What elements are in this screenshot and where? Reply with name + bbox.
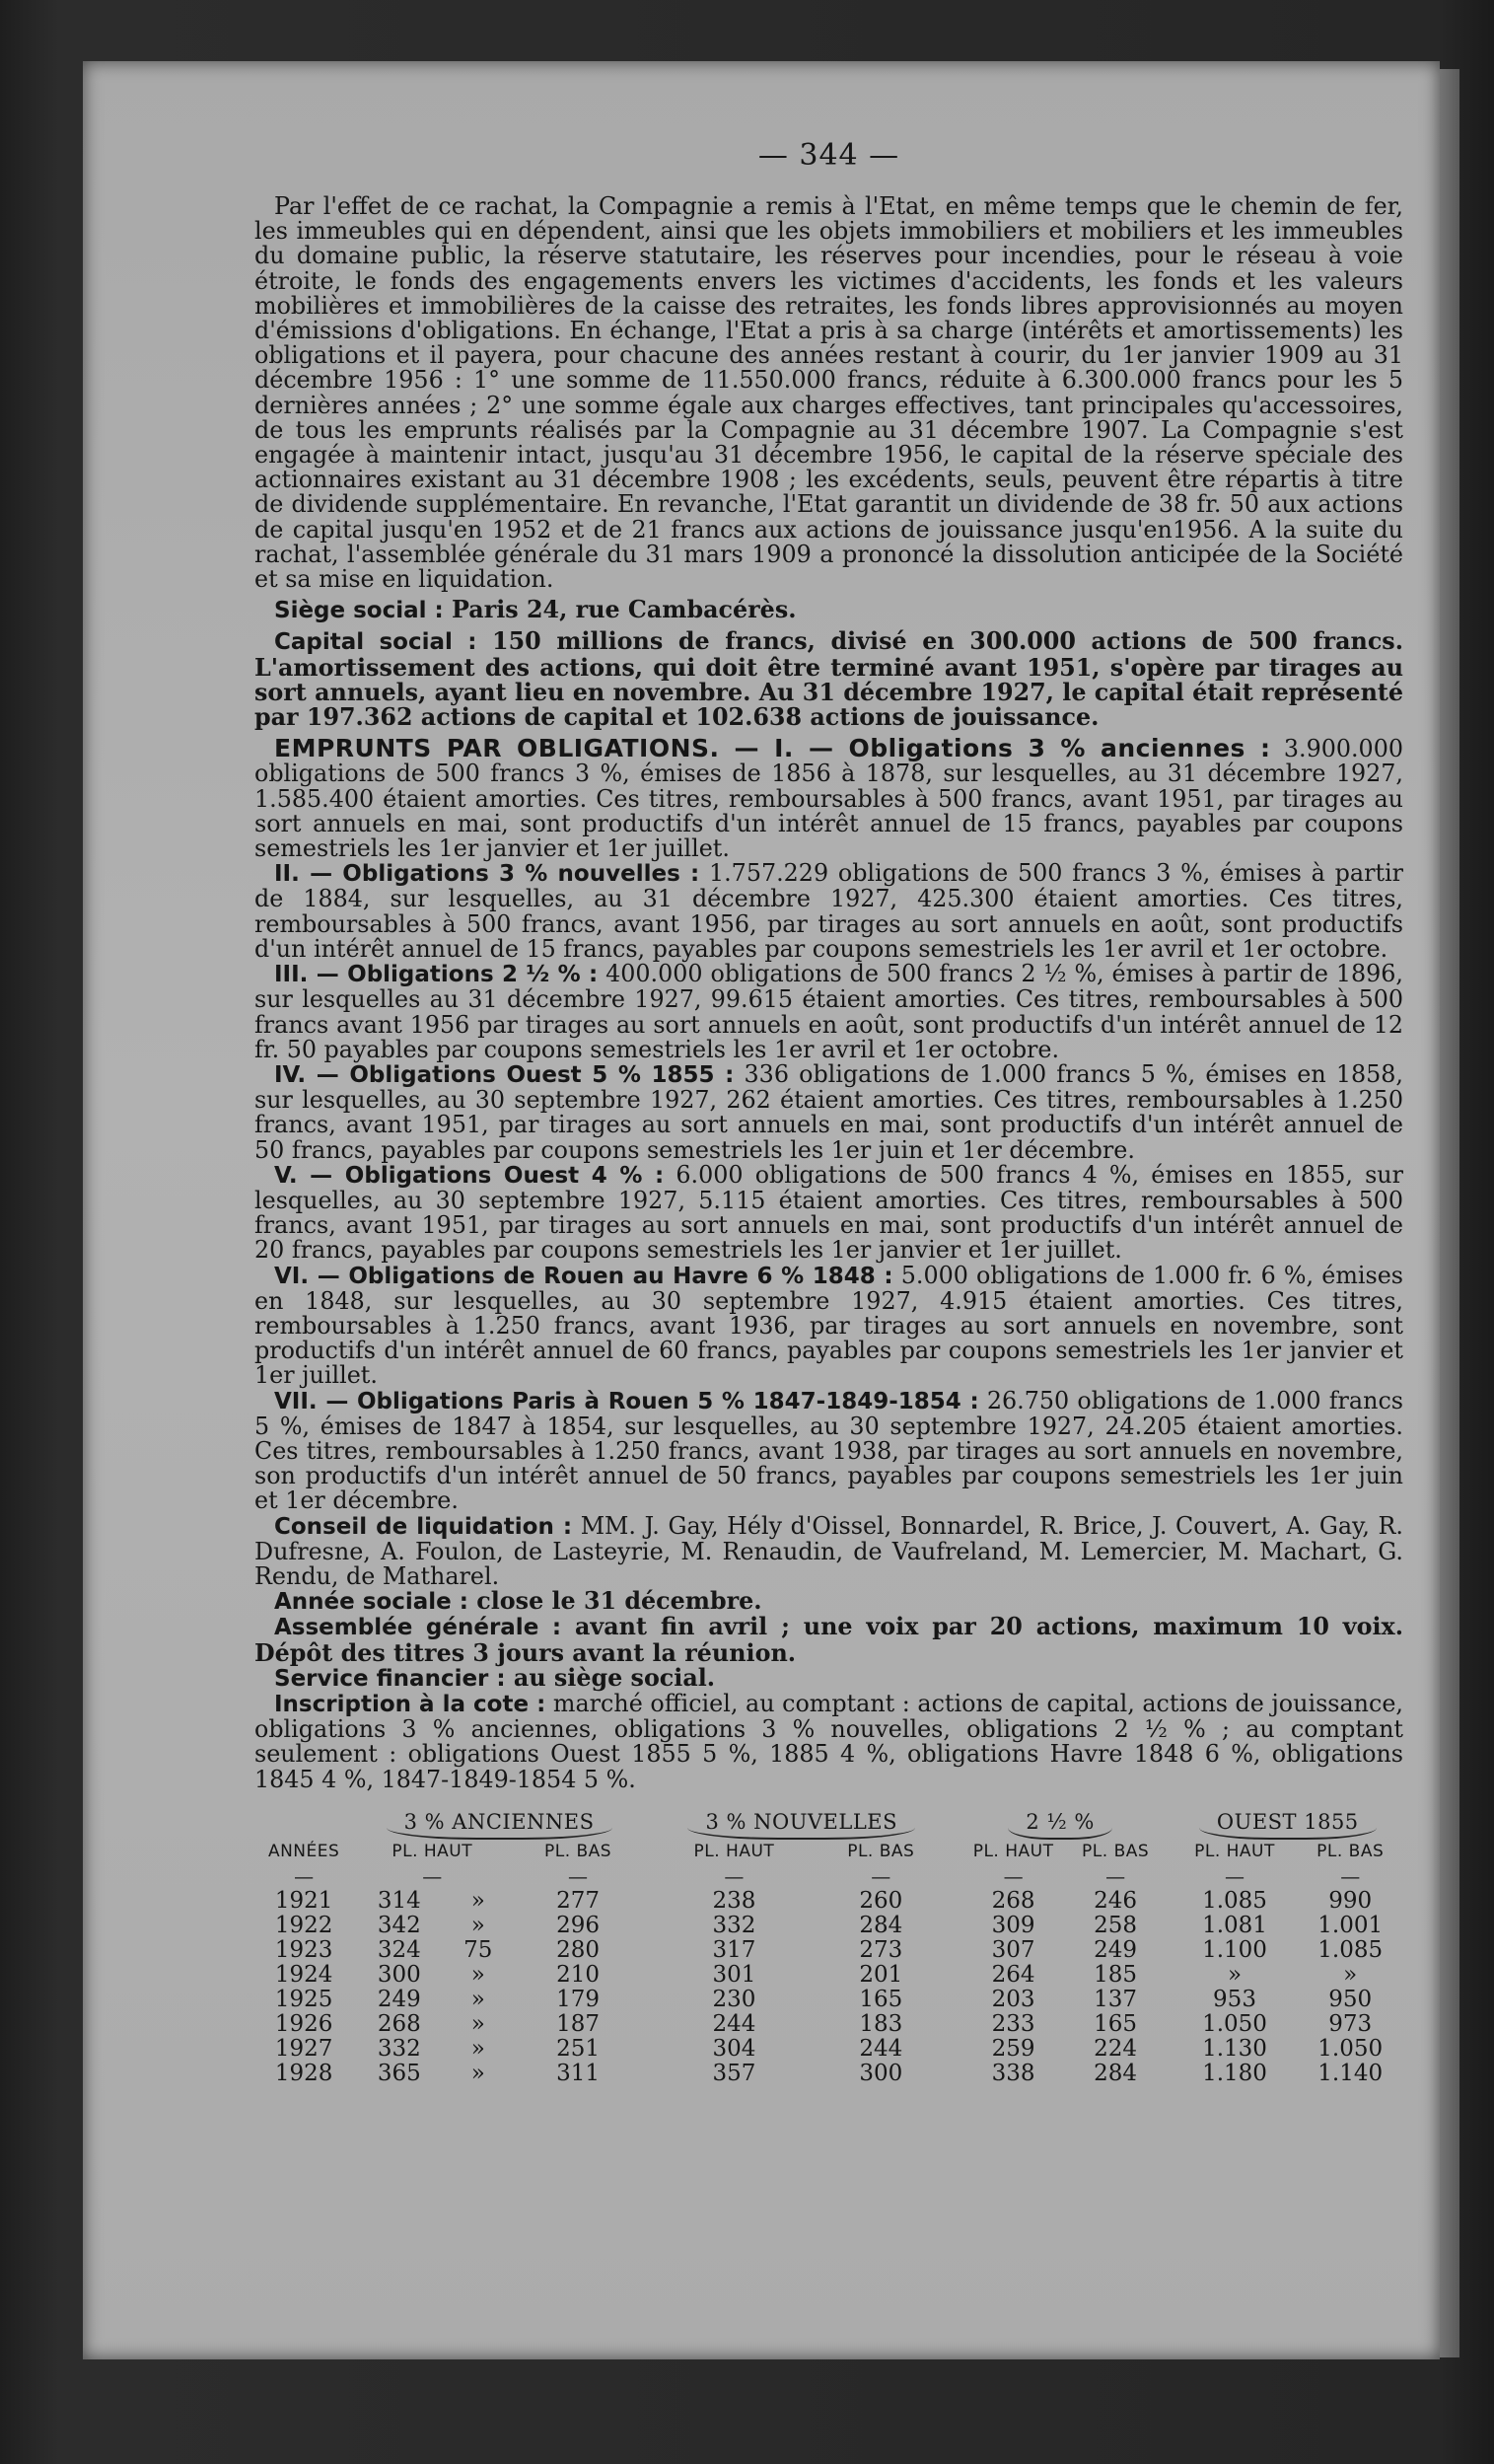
anciennes-bas-cell: 179	[556, 1986, 600, 2012]
ouest-bas-cell: »	[1343, 1961, 1358, 1988]
deux-et-demi-bas-cell: 258	[1094, 1912, 1138, 1938]
anciennes-bas-cell: 187	[556, 2010, 600, 2037]
obligations-iv-label: IV. — Obligations Ouest 5 % 1855 :	[274, 1061, 735, 1088]
capital-social-paragraph	[254, 629, 1403, 730]
dash-row: — — — — — — — — —	[294, 1863, 1361, 1888]
obligations-ii-paragraph	[254, 861, 1403, 962]
assemblee-label: Assemblée générale :	[274, 1615, 562, 1641]
group-header-3-anciennes: 3 % ANCIENNES	[353, 1810, 645, 1840]
year-cell: 1921	[274, 1887, 333, 1914]
nouvelles-bas-cell: 284	[859, 1912, 903, 1938]
anciennes-haut-cell: 300	[377, 1961, 421, 1988]
table-row	[254, 1889, 1403, 1914]
deux-et-demi-haut-cell: 233	[991, 2010, 1035, 2037]
nouvelles-bas-cell: 201	[859, 1961, 903, 1988]
anciennes-haut-cell: 324	[377, 1936, 421, 1963]
sub-header-bas: PL. BAS	[1082, 1841, 1150, 1861]
anciennes-haut-cents-cell: »	[470, 2010, 485, 2037]
table-row	[254, 2012, 1403, 2037]
table-row	[254, 2037, 1403, 2062]
assemblee-text: avant fin avril ; une voix par 20 actions, maximum 10 voix. Dépôt des titres 3 jours avant la réunion.	[254, 1613, 1404, 1667]
obligations-ii-text: 1.757.229 obligations de 500 francs 3 %, émises à partir de 1884, sur lesquelles, au 31 décembre 1927, 425.300 étaient amorties. Ces titres, remboursables à 500 francs, avant 1956, par tirages au sort annuels en août, sont productifs d'un intérêt annuel de 15 francs, payables par coupons semestriels les 1er avril et 1er octobre.	[254, 859, 1403, 963]
year-cell: 1923	[274, 1936, 333, 1963]
deux-et-demi-haut-cell: 268	[991, 1887, 1035, 1914]
year-cell: 1922	[274, 1912, 333, 1938]
table-row	[254, 1963, 1403, 1988]
obligations-vii-paragraph	[254, 1386, 1403, 1515]
anciennes-bas-cell: 210	[556, 1961, 600, 1988]
obligations-v-label: V. — Obligations Ouest 4 % :	[274, 1162, 665, 1189]
siege-social-text: Paris 24, rue Cambacérès.	[443, 596, 797, 624]
nouvelles-bas-cell: 183	[859, 2010, 903, 2037]
annee-sociale-paragraph	[254, 1589, 1403, 1615]
obligations-v-paragraph	[254, 1160, 1403, 1265]
nouvelles-haut-cell: 244	[712, 2010, 756, 2037]
table-row	[254, 1914, 1403, 1938]
emprunts-text: 3.900.000 obligations de 500 francs 3 %, émises de 1856 à 1878, sur lesquelles, au 31 décembre 1927, 1.585.400 étaient amorties. Ces titres, remboursables à 500 francs, avant 1951, par tirages au sort annuels en mai, sont productifs d'un intérêt annuel de 15 francs, payables par coupons semestriels les 1er janvier et 1er juillet.	[254, 735, 1403, 863]
deux-et-demi-bas-cell: 165	[1094, 2010, 1138, 2037]
sub-header-bas: PL. BAS	[1316, 1841, 1385, 1861]
capital-social-label: Capital social :	[274, 629, 477, 656]
group-header-3-nouvelles: 3 % NOUVELLES	[655, 1810, 949, 1840]
deux-et-demi-haut-cell: 309	[991, 1912, 1035, 1938]
quotes-table-body	[254, 1889, 1403, 2086]
deux-et-demi-bas-cell: 284	[1094, 2060, 1138, 2086]
year-cell: 1928	[274, 2060, 333, 2086]
nouvelles-haut-cell: 304	[712, 2035, 756, 2062]
ouest-haut-cell: 1.085	[1202, 1887, 1267, 1914]
ouest-bas-cell: 1.050	[1317, 2035, 1384, 2062]
ouest-bas-cell: 1.085	[1317, 1936, 1384, 1963]
nouvelles-haut-cell: 230	[712, 1986, 756, 2012]
anciennes-haut-cell: 342	[377, 1912, 421, 1938]
ouest-bas-cell: 950	[1328, 1986, 1373, 2012]
siege-social-paragraph	[254, 598, 1403, 623]
ouest-haut-cell: 1.130	[1202, 2035, 1267, 2062]
conseil-text: MM. J. Gay, Hély d'Oissel, Bonnardel, R. Brice, J. Couvert, A. Gay, R. Dufresne, A. Foulon, de Lasteyrie, M. Renaudin, de Vaufreland, M. Lemercier, M. Machart, G. Rendu, de Matharel.	[254, 1511, 1404, 1590]
siege-social-label: Siège social :	[274, 598, 444, 624]
anciennes-haut-cents-cell: »	[470, 1986, 485, 2012]
obligations-iv-paragraph	[254, 1059, 1403, 1164]
obligations-iv-text: 336 obligations de 1.000 francs 5 %, émises en 1858, sur lesquelles, au 30 septembre 1927, 262 étaient amorties. Ces titres, remboursables à 1.250 francs, avant 1951, par tirages au sort annuels en mai, sont productifs d'un intérêt annuel de 50 francs, payables par coupons semestriels les 1er juin et 1er décembre.	[254, 1059, 1403, 1164]
table-row	[254, 1988, 1403, 2012]
deux-et-demi-haut-cell: 338	[991, 2060, 1035, 2086]
ouest-bas-cell: 990	[1328, 1887, 1373, 1914]
anciennes-haut-cell: 314	[377, 1887, 421, 1914]
obligations-vi-paragraph	[254, 1261, 1403, 1390]
anciennes-haut-cents-cell: »	[470, 1961, 485, 1988]
ouest-haut-cell: 1.081	[1202, 1912, 1267, 1938]
emprunts-label: EMPRUNTS PAR OBLIGATIONS. — I. — Obligations 3 % anciennes :	[274, 734, 1271, 763]
anciennes-bas-cell: 311	[556, 2060, 600, 2086]
anciennes-haut-cents-cell: »	[470, 1912, 485, 1938]
year-cell: 1926	[274, 2010, 333, 2037]
sub-header-haut: PL. HAUT	[972, 1841, 1054, 1861]
sub-header-haut: PL. HAUT	[693, 1841, 775, 1861]
obligations-iii-text: 400.000 obligations de 500 francs 2 ½ %, émises à partir de 1896, sur lesquelles au 31 décembre 1927, 99.615 étaient amorties. Ces titres, remboursables à 500 francs avant 1956 par tirages au sort annuels en août, sont productifs d'un intérêt annuel de 12 fr. 50 payables par coupons semestriels les 1er avril et 1er octobre.	[254, 960, 1403, 1063]
ouest-bas-cell: 1.140	[1317, 2060, 1384, 2086]
obligations-vii-label: VII. — Obligations Paris à Rouen 5 % 1847-1849-1854 :	[274, 1388, 979, 1414]
anciennes-haut-cents-cell: »	[470, 2035, 485, 2062]
sub-header-haut: PL. HAUT	[391, 1841, 473, 1861]
ouest-bas-cell: 1.001	[1317, 1912, 1384, 1938]
anciennes-haut-cell: 249	[377, 1986, 421, 2012]
obligations-vi-label: VI. — Obligations de Rouen au Havre 6 % 1848 :	[274, 1263, 893, 1289]
nouvelles-haut-cell: 357	[712, 2060, 756, 2086]
nouvelles-bas-cell: 300	[859, 2060, 903, 2086]
conseil-label: Conseil de liquidation :	[274, 1513, 573, 1540]
sub-header-bas: PL. BAS	[847, 1841, 915, 1861]
service-paragraph	[254, 1663, 1403, 1692]
assemblee-paragraph	[254, 1615, 1403, 1665]
year-cell: 1925	[274, 1986, 333, 2012]
table-row	[254, 1938, 1403, 1963]
ouest-haut-cell: 1.100	[1202, 1936, 1267, 1963]
anciennes-haut-cents-cell: »	[470, 1887, 485, 1914]
nouvelles-haut-cell: 301	[712, 1961, 756, 1988]
nouvelles-bas-cell: 165	[859, 1986, 903, 2012]
inscription-text: marché officiel, au comptant : actions de capital, actions de jouissance, obligations 3 % anciennes, obligations 3 % nouvelles, obligations 2 ½ % ; au comptant seulement : obligations Ouest 1855 5 %, 1885 4 %, obligations Havre 1848 6 %, obligations 1845 4 %, 1847-1849-1854 5 %.	[254, 1689, 1403, 1793]
years-header: ANNÉES	[267, 1841, 340, 1861]
deux-et-demi-haut-cell: 203	[991, 1986, 1035, 2012]
anciennes-haut-cell: 365	[377, 2060, 421, 2086]
annee-sociale-label: Année sociale :	[274, 1589, 468, 1616]
anciennes-haut-cell: 332	[377, 2035, 421, 2062]
nouvelles-haut-cell: 238	[712, 1887, 756, 1914]
deux-et-demi-haut-cell: 259	[991, 2035, 1035, 2062]
annee-sociale-text: close le 31 décembre.	[467, 1587, 762, 1616]
nouvelles-haut-cell: 317	[712, 1936, 756, 1963]
emprunts-paragraph	[254, 736, 1403, 861]
sub-header-row	[254, 1840, 1403, 1864]
service-text: au siège social.	[505, 1663, 716, 1692]
deux-et-demi-bas-cell: 246	[1094, 1887, 1138, 1914]
group-header-row	[254, 1810, 1403, 1840]
capital-social-text: 150 millions de francs, divisé en 300.000 actions de 500 francs. L'amortissement des actions, qui doit être terminé avant 1951, s'opère par tirages au sort annuels, ayant lieu en novembre. Au 31 décembre 1927, le capital était représenté par 197.362 actions de capital et 102.638 actions de jouissance.	[254, 627, 1403, 732]
deux-et-demi-haut-cell: 307	[991, 1936, 1035, 1963]
rachat-paragraph: Par l'effet de ce rachat, la Compagnie a remis à l'Etat, en même temps que le chemin de fer, les immeubles qui en dépendent, ainsi que les objets immobiliers et mobiliers et les immeubles du domaine public, la réserve statutaire, les réserves pour incendies, pour le réseau à voie étroite, le fonds des engagements envers les victimes d'accidents, les fonds et les valeurs mobilières et immobilières de la caisse des retraites, les fonds libres approvisionnés au moyen d'émissions d'obligations. En échange, l'Etat a pris à sa charge (intérêts et amortissements) les obligations et il payera, pour chacune des années restant à courir, du 1er janvier 1909 au 31 décembre 1956 : 1° une somme de 11.550.000 francs, réduite à 6.300.000 francs pour les 5 dernières années ; 2° une somme égale aux charges effectives, tant principales qu'accessoires, de tous les emprunts réalisés par la Compagnie au 31 décembre 1907. La Compagnie s'est engagée à maintenir intact, jusqu'au 31 décembre 1956, le capital de la réserve spéciale des actionnaires existant au 31 décembre 1908 ; les excédents, seuls, peuvent être répartis à titre de dividende supplémentaire. En revanche, l'Etat garantit un dividende de 38 fr. 50 aux actions de capital jusqu'en 1952 et de 21 francs aux actions de jouissance jusqu'en1956. A la suite du rachat, l'assemblée générale du 31 mars 1909 a prononcé la dissolution anticipée de la Société et sa mise en liquidation.	[254, 192, 1403, 594]
sub-header-haut: PL. HAUT	[1194, 1841, 1275, 1861]
table-row	[254, 2062, 1403, 2086]
anciennes-haut-cents-cell: »	[470, 2060, 485, 2086]
anciennes-haut-cell: 268	[377, 2010, 421, 2037]
inscription-paragraph	[254, 1689, 1403, 1793]
ouest-haut-cell: 1.180	[1202, 2060, 1267, 2086]
obligations-ii-label: II. — Obligations 3 % nouvelles :	[274, 861, 700, 888]
deux-et-demi-bas-cell: 224	[1094, 2035, 1138, 2062]
obligations-iii-paragraph	[254, 962, 1403, 1062]
sub-header-bas: PL. BAS	[543, 1841, 612, 1861]
nouvelles-bas-cell: 260	[859, 1887, 903, 1914]
anciennes-bas-cell: 280	[556, 1936, 600, 1963]
group-header-ouest-1855: OUEST 1855	[1173, 1810, 1403, 1840]
group-header-2-5: 2 ½ %	[959, 1810, 1163, 1840]
nouvelles-bas-cell: 244	[859, 2035, 903, 2062]
deux-et-demi-haut-cell: 264	[991, 1961, 1035, 1988]
ouest-haut-cell: »	[1227, 1961, 1243, 1988]
obligations-v-text: 6.000 obligations de 500 francs 4 %, émises en 1855, sur lesquelles, au 30 septembre 1927, 5.115 étaient amorties. Ces titres, remboursables à 500 francs, avant 1951, par tirages au sort annuels en mai, sont productifs d'un intérêt annuel de 20 francs, payables par coupons semestriels les 1er janvier et 1er juillet.	[254, 1160, 1403, 1265]
ouest-haut-cell: 1.050	[1202, 2010, 1267, 2037]
anciennes-bas-cell: 251	[556, 2035, 600, 2062]
page-number: — 344 —	[757, 138, 900, 173]
deux-et-demi-bas-cell: 249	[1094, 1936, 1138, 1963]
deux-et-demi-bas-cell: 137	[1094, 1986, 1138, 2012]
page-content	[254, 138, 1403, 2086]
ouest-bas-cell: 973	[1328, 2010, 1373, 2037]
ouest-haut-cell: 953	[1213, 1986, 1256, 2012]
service-label: Service financier :	[274, 1665, 506, 1692]
deux-et-demi-bas-cell: 185	[1094, 1961, 1138, 1988]
anciennes-haut-cents-cell: 75	[463, 1936, 493, 1963]
inscription-label: Inscription à la cote :	[274, 1691, 546, 1717]
obligations-vii-text: 26.750 obligations de 1.000 francs 5 %, émises de 1847 à 1854, sur lesquelles, au 30 septembre 1927, 24.205 étaient amorties. Ces titres, remboursables à 1.250 francs, avant 1938, par tirages au sort annuels en novembre, son productifs d'un intérêt annuel de 50 francs, payables par coupons semestriels les 1er juin et 1er décembre.	[254, 1386, 1403, 1515]
obligations-iii-label: III. — Obligations 2 ½ % :	[274, 962, 599, 988]
anciennes-bas-cell: 296	[556, 1912, 600, 1938]
nouvelles-haut-cell: 332	[712, 1912, 756, 1938]
anciennes-bas-cell: 277	[556, 1887, 600, 1914]
conseil-paragraph	[254, 1511, 1404, 1590]
nouvelles-bas-cell: 273	[859, 1936, 903, 1963]
year-cell: 1927	[274, 2035, 333, 2062]
obligations-vi-text: 5.000 obligations de 1.000 fr. 6 %, émises en 1848, sur lesquelles, au 30 septembre 1927, 4.915 étaient amorties. Ces titres, remboursables à 1.250 francs, avant 1936, par tirages au sort annuels en novembre, sont productifs d'un intérêt annuel de 60 francs, payables par coupons semestriels les 1er janvier et 1er juillet.	[254, 1261, 1403, 1390]
year-cell: 1924	[274, 1961, 333, 1988]
quotes-table	[254, 1810, 1403, 2086]
